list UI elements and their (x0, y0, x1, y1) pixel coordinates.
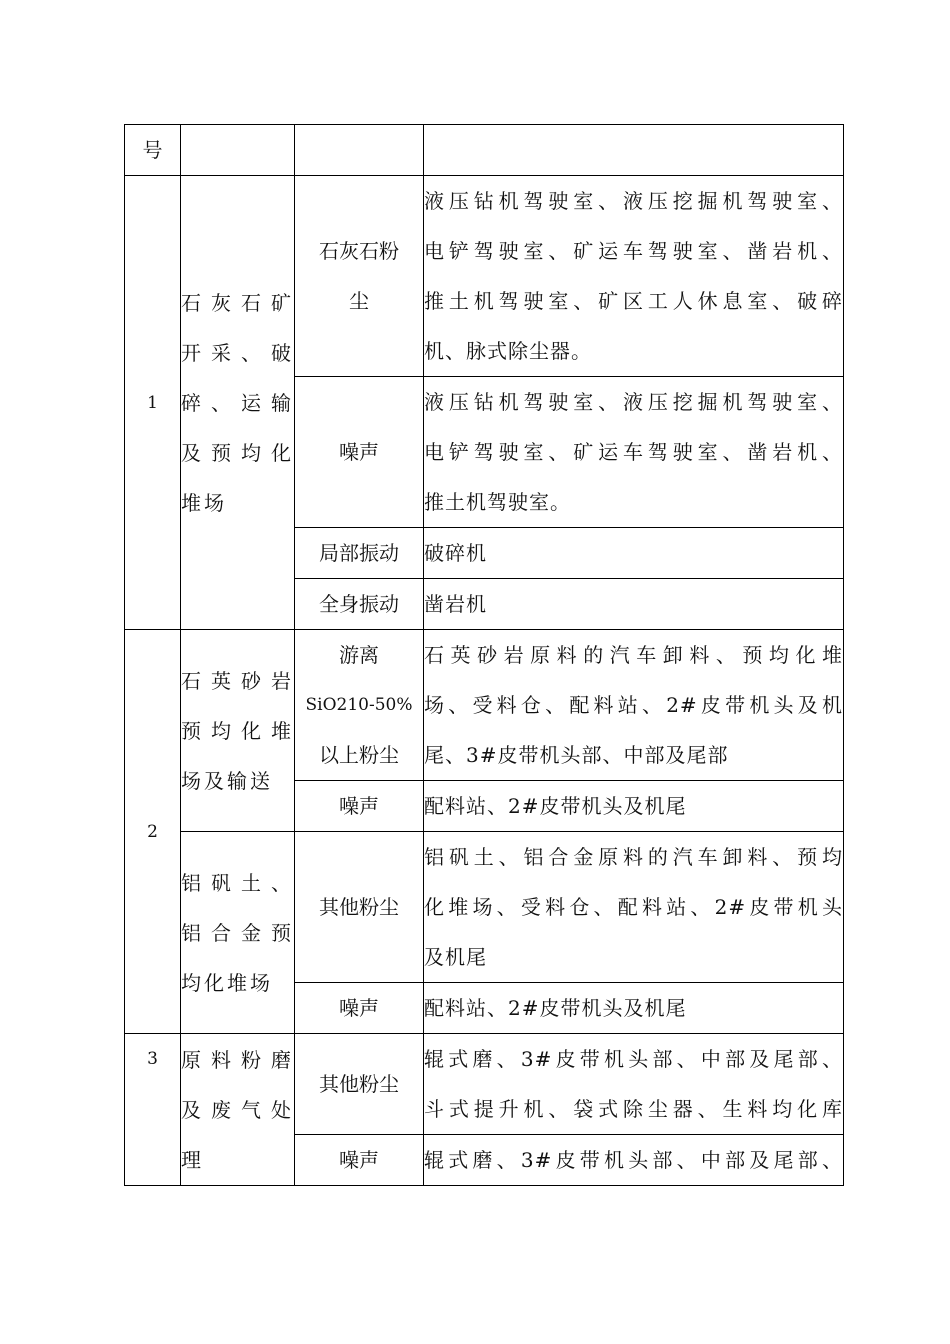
position-line: 机、脉式除尘器。 (424, 339, 592, 363)
area-line: 铝矾土、 (181, 870, 294, 895)
area-cell (181, 1034, 295, 1186)
factor-line: 以上粉尘 (319, 743, 399, 767)
area-line: 预均化堆 (181, 718, 294, 743)
position-cell (424, 1135, 844, 1186)
area-cell (181, 176, 295, 630)
area-line: 开采、破 (181, 340, 294, 365)
factor-line: 石灰石粉 (319, 239, 399, 263)
serial-fragment: 号 (142, 138, 163, 162)
position-line: 配料站、2#皮带机头及机尾 (424, 794, 687, 818)
factor-line: 全身振动 (319, 592, 399, 616)
area-cell (181, 630, 295, 832)
position-line: 场、受料仓、配料站、2#皮带机头及机 (424, 693, 843, 717)
position-cell (424, 1034, 844, 1135)
factor-cell (295, 983, 424, 1034)
position-line: 配料站、2#皮带机头及机尾 (424, 996, 687, 1020)
position-cell (424, 125, 844, 176)
position-line: 辊式磨、3#皮带机头部、中部及尾部、 (424, 1148, 843, 1172)
serial-number: 2 (147, 821, 158, 842)
position-line: 化堆场、受料仓、配料站、2#皮带机头 (424, 895, 843, 919)
area-line: 铝合金预 (181, 920, 294, 945)
factor-line: 噪声 (339, 996, 379, 1020)
factor-cell (295, 781, 424, 832)
position-line: 凿岩机 (424, 592, 487, 616)
serial-number: 3 (147, 1049, 158, 1069)
position-line: 推土机驾驶室。 (424, 490, 571, 514)
serial-cell (125, 176, 181, 630)
factor-cell (295, 377, 424, 528)
position-line: 斗式提升机、袋式除尘器、生料均化库 (424, 1097, 843, 1121)
table-row (125, 125, 844, 176)
factor-line: SiO210-50% (305, 695, 413, 715)
hazard-table (124, 124, 844, 1186)
position-line: 推土机驾驶室、矿区工人休息室、破碎 (424, 289, 843, 313)
table-row (125, 832, 844, 983)
factor-cell (295, 630, 424, 781)
position-line: 电铲驾驶室、矿运车驾驶室、凿岩机、 (424, 239, 843, 263)
position-cell (424, 528, 844, 579)
table-row (125, 1034, 844, 1135)
area-line: 均化堆场 (181, 970, 273, 995)
position-line: 液压钻机驾驶室、液压挖掘机驾驶室、 (424, 390, 843, 414)
factor-line: 噪声 (339, 1148, 379, 1172)
table-row (125, 630, 844, 781)
factor-cell (295, 1034, 424, 1135)
serial-cell (125, 125, 181, 176)
factor-line: 噪声 (339, 794, 379, 818)
factor-cell (295, 528, 424, 579)
position-line: 破碎机 (424, 541, 487, 565)
factor-line: 噪声 (339, 440, 379, 464)
position-line: 铝矾土、铝合金原料的汽车卸料、预均 (424, 845, 843, 869)
factor-line: 游离 (339, 643, 379, 667)
area-line: 场及输送 (181, 768, 273, 793)
position-cell (424, 176, 844, 377)
position-line: 及机尾 (424, 945, 487, 969)
area-line: 原料粉磨 (181, 1047, 294, 1072)
area-line: 及废气处 (181, 1097, 294, 1122)
factor-line: 局部振动 (319, 541, 399, 565)
area-line: 理 (181, 1147, 204, 1172)
area-line: 及预均化 (181, 440, 294, 465)
factor-cell (295, 125, 424, 176)
area-cell (181, 125, 295, 176)
position-cell (424, 781, 844, 832)
position-line: 液压钻机驾驶室、液压挖掘机驾驶室、 (424, 189, 843, 213)
serial-cell (125, 1034, 181, 1186)
factor-cell (295, 176, 424, 377)
position-line: 尾、3#皮带机头部、中部及尾部 (424, 743, 729, 767)
factor-cell (295, 1135, 424, 1186)
factor-cell (295, 579, 424, 630)
area-line: 石英砂岩 (181, 668, 294, 693)
position-cell (424, 579, 844, 630)
position-line: 辊式磨、3#皮带机头部、中部及尾部、 (424, 1047, 843, 1071)
table-row (125, 176, 844, 377)
position-line: 石英砂岩原料的汽车卸料、预均化堆 (424, 643, 843, 667)
area-line: 碎、运输 (181, 390, 294, 415)
position-cell (424, 377, 844, 528)
position-cell (424, 983, 844, 1034)
factor-cell (295, 832, 424, 983)
position-cell (424, 832, 844, 983)
serial-cell (125, 630, 181, 1034)
factor-line: 其他粉尘 (319, 1072, 399, 1096)
factor-line: 其他粉尘 (319, 895, 399, 919)
factor-line: 尘 (349, 289, 369, 313)
area-cell (181, 832, 295, 1034)
position-line: 电铲驾驶室、矿运车驾驶室、凿岩机、 (424, 440, 843, 464)
area-line: 堆场 (181, 490, 227, 515)
serial-number: 1 (147, 392, 158, 413)
area-line: 石灰石矿 (181, 290, 294, 315)
position-cell (424, 630, 844, 781)
